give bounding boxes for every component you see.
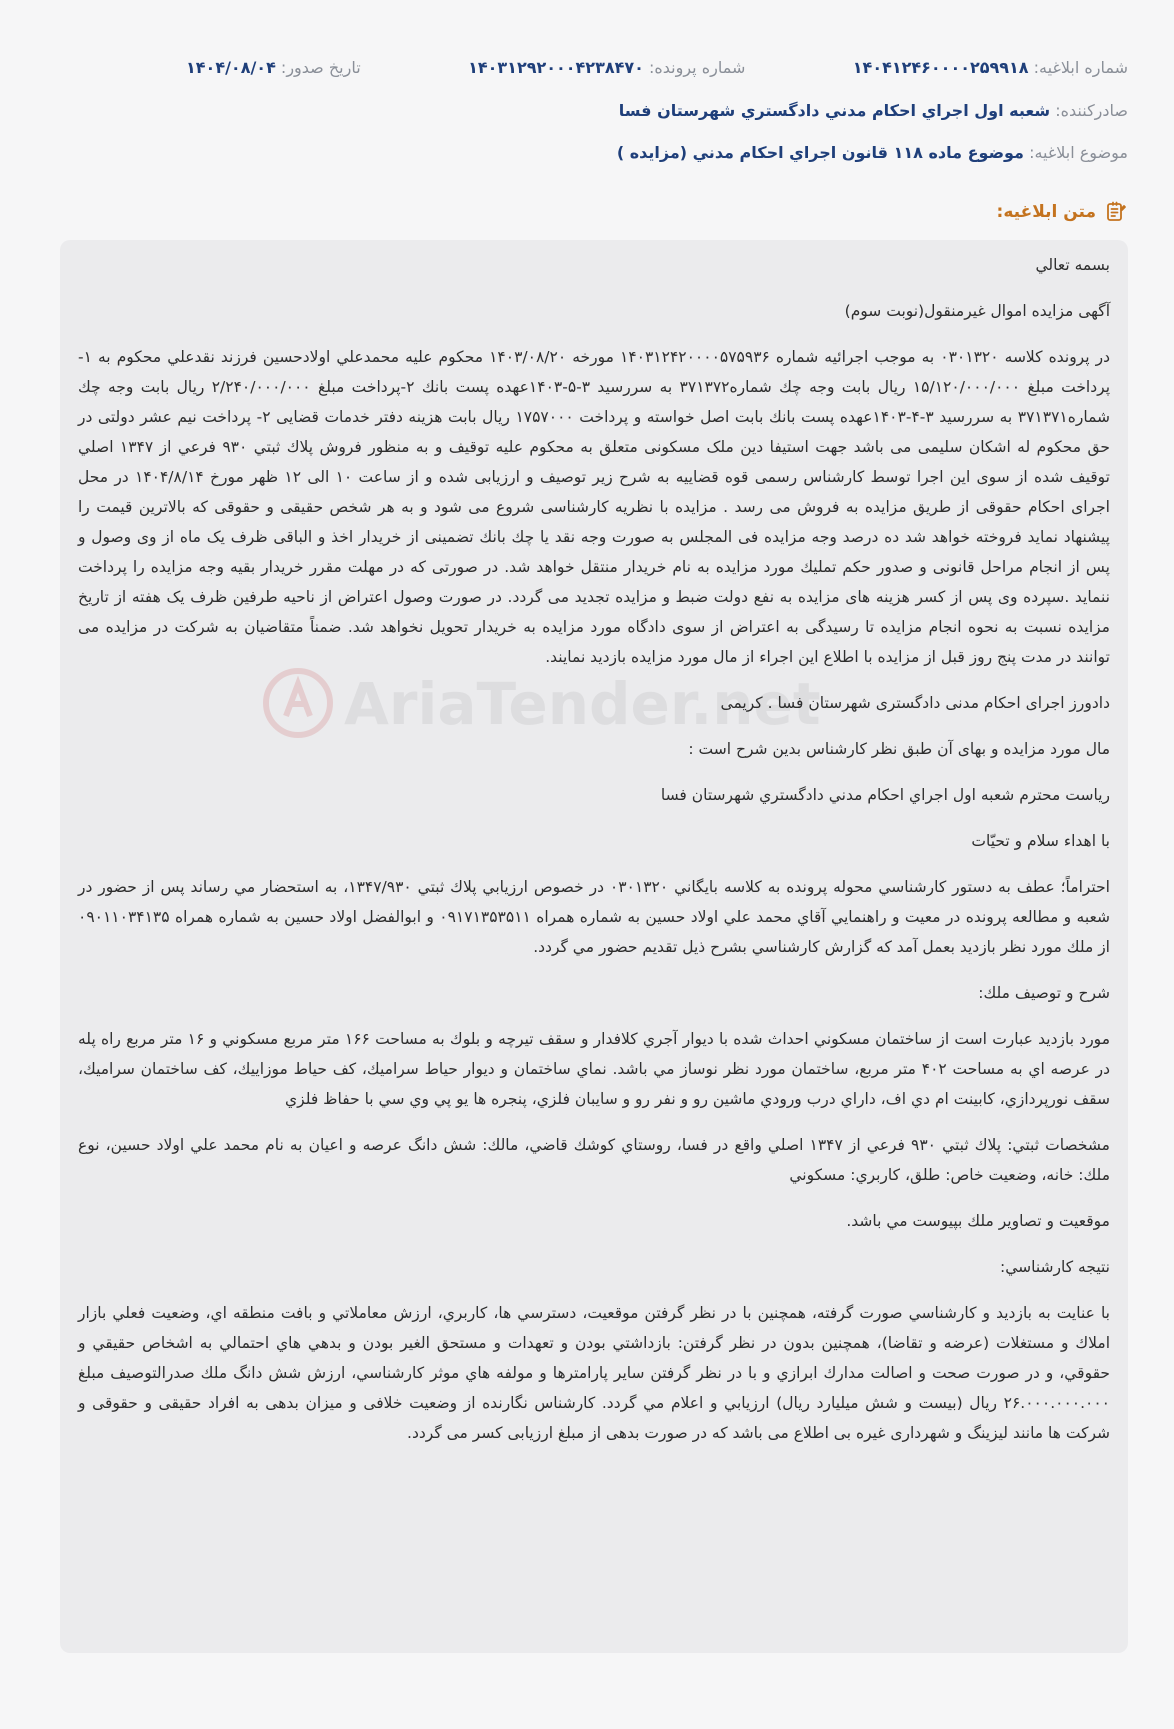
body-p13: نتيجه كارشناسي: [999, 1258, 1110, 1276]
body-p2: آگهی مزایده اموال غیرمنقول(نوبت سوم) [844, 302, 1110, 320]
body-p12: موقعيت و تصاوير ملك بپيوست مي باشد. [846, 1212, 1110, 1230]
issuer-value: شعبه اول اجراي احكام مدني دادگستري شهرستان فسا [618, 101, 1051, 120]
body-p10: مورد بازديد عبارت است از ساختمان مسكوني احداث شده با ديوار آجري كلافدار و سقف تيرچه و بلوك به مساحت ۱۶۶ متر مربع مسكوني و ۱۶ متر مربع راه پله در عرصه اي به مساحت ۴۰۲ متر مربع، ساختمان مورد نظر نوساز مي باشد. نماي ساختمان و ديوار حياط سراميك، كف حياط موزاييك، كف ساختمان سراميك، سقف نورپردازي، كابينت ام دي اف، داراي درب ورودي ماشين رو و نفر رو و سايبان فلزي، پنجره ها يو پي وي سي با حفاظ فلزي [78, 1030, 1110, 1108]
notice-text-header [997, 200, 1128, 224]
issuer-row [46, 99, 1128, 123]
notice-text-panel [60, 240, 1128, 1653]
subject-label: موضوع ابلاغیه: [1029, 143, 1128, 162]
case-number [468, 56, 745, 80]
body-p6: رياست محترم شعبه اول اجراي احكام مدني دادگستري شهرستان فسا [660, 786, 1110, 804]
notice-number-label: شماره ابلاغیه: [1033, 58, 1128, 77]
issue-date-value: ۱۴۰۴/۰۸/۰۴ [186, 58, 276, 77]
body-p7: با اهداء سلام و تحيّات [971, 832, 1110, 850]
notice-text-title: متن ابلاغیه: [996, 202, 1096, 222]
case-number-value: ۱۴۰۳۱۲۹۲۰۰۰۴۲۳۸۴۷۰ [468, 58, 644, 77]
body-p3: در پرونده كلاسه ۰۳۰۱۳۲۰ به موجب اجرائيه شماره ۱۴۰۳۱۲۴۲۰۰۰۰۵۷۵۹۳۶ مورخه ۱۴۰۳/۰۸/۲۰ محكوم عليه محمدعلي اولادحسين فرزند نقدعلي محكوم به ۱-پرداخت مبلغ ۱۵/۱۲۰/۰۰۰/۰۰۰ ريال بابت وجه چك شماره۳۷۱۳۷۲ به سررسيد ۳-۵-۱۴۰۳عهده پست بانك ۲-پرداخت مبلغ ۲/۲۴۰/۰۰۰/۰۰۰ ريال بابت وجه چك شماره۳۷۱۳۷۱ به سررسيد ۳-۴-۱۴۰۳عهده پست بانك بابت اصل خواسته و پرداخت ۱۷۵۷۰۰۰ ريال بابت هزينه دفتر خدمات قضايی ۲- پرداخت نيم عشر دولتی در حق محكوم له اشكان سليمی می باشد جهت استيفا دين ملک مسکونی متعلق به محکوم علیه توقیف و به منظور فروش پلاك ثبتي ۹۳۰ فرعي از ۱۳۴۷ اصلي توقيف شده از سوی اين اجرا توسط كارشناس رسمی قوه قضاييه به شرح زير توصيف و ارزيابی شده و از ساعت ۱۰ الی ۱۲ ظهر مورخ ۱۴۰۴/۸/۱۴ در محل اجرای احكام حقوقی از طريق مزايده به فروش می رسد . مزايده با نظريه كارشناسی شروع می شود و به هر شخص حقيقی و حقوقی كه بالاترين قيمت را پيشنهاد نمايد فروخته خواهد شد ده درصد وجه مزايده فی المجلس به صورت وجه نقد يا چك بانك تضمينی از خريدار اخذ و الباقی ظرف يک ماه از وی وصول و پس از انجام مراحل قانونی و صدور حكم تمليك مورد مزايده به نام خريدار منتقل خواهد شد. در صورتی كه در مهلت مقرر خريدار بقيه وجه مزايده را پرداخت ننمايد .سپرده وی پس از كسر هزينه های مزايده به نفع دولت ضبط و مزايده تجديد می گردد. در صورت وصول اعتراض از ناحيه طرفين ظرف يک هفته از تاريخ مزايده نسبت به نحوه انجام مزايده تا رسيدگی به اعتراض از سوی دادگاه مورد مزايده به خريدار تحويل نخواهد شد. ضمناً متقاضيان به شركت در مزايده می توانند در مدت پنج روز قبل از مزايده با اطلاع اين اجراء از مال مورد مزايده بازديد نمايند. [78, 348, 1111, 666]
subject-row [46, 141, 1128, 165]
body-p9: شرح و توصيف ملك: [978, 984, 1110, 1002]
notice-number [853, 56, 1128, 80]
subject-value: موضوع ماده ۱۱۸ قانون اجراي احكام مدني (مزايده ) [616, 143, 1024, 162]
body-p5: مال مورد مزايده و بهای آن طبق نظر كارشناس بدين شرح است : [688, 740, 1110, 758]
case-number-label: شماره پرونده: [648, 58, 746, 77]
body-p4: دادورز اجرای احكام مدنی دادگستری شهرستان فسا . كريمی [720, 694, 1110, 712]
notice-body [78, 250, 1110, 1464]
issuer-label: صادرکننده: [1055, 101, 1128, 120]
header-row-numbers [46, 56, 1128, 80]
notice-document-icon [1104, 200, 1128, 224]
body-p14: با عنايت به بازديد و كارشناسي صورت گرفته، همچنين با در نظر گرفتن موقعيت، دسترسي ها، كاربري، ارزش معاملاتي و بافت منطقه اي، وضعيت فعلي بازار املاك و مستغلات (عرضه و تقاضا)، همچنين بدون در نظر گرفتن: بازداشتي بودن و تعهدات و مستحق الغير بودن و بدهي هاي احتمالي به اشخاص حقيقي و حقوقي، و در صورت صحت و اصالت مدارك ابرازي و با در نظر گرفتن ساير پارامترها و مولفه هاي موثر كارشناسي، ارزش شش دانگ ملك صدرالتوصيف مبلغ ۲۶.۰۰۰.۰۰۰.۰۰۰ ريال (بيست و شش ميليارد ريال) ارزيابي و اعلام مي گردد. کارشناس نگارنده از وضعيت خلافی و ميزان بدهی به افراد حقيقی و حقوقی و شركت ها مانند ليزينگ و شهرداری غيره بی اطلاع می باشد كه در صورت بدهی از مبلغ ارزيابی كسر می گردد. [78, 1304, 1110, 1442]
body-p1: بسمه تعالي [1035, 256, 1110, 274]
notice-number-value: ۱۴۰۴۱۲۴۶۰۰۰۰۲۵۹۹۱۸ [852, 58, 1029, 77]
issue-date [186, 56, 361, 80]
watermark-text: AriaTender.net [344, 670, 821, 738]
body-p8: احتراماً؛ عطف به دستور كارشناسي محوله پرونده به كلاسه بايگاني ۰۳۰۱۳۲۰ در خصوص ارزيابي پلاك ثبتي ۱۳۴۷/۹۳۰، به استحضار مي رساند پس از حضور در شعبه و مطالعه پرونده در معيت و راهنمايي آقاي محمد علي اولاد حسين به شماره همراه ۰۹۱۷۱۳۵۳۵۱۱ و ابوالفضل اولاد حسين به شماره همراه ۰۹۰۱۱۰۳۴۱۳۵ از ملك مورد نظر بازديد بعمل آمد كه گزارش كارشناسي بشرح ذيل تقديم حضور مي گردد. [78, 878, 1110, 956]
body-p11: مشخصات ثبتي: پلاك ثبتي ۹۳۰ فرعي از ۱۳۴۷ اصلي واقع در فسا، روستاي كوشك قاضي، مالك: شش دانگ عرصه و اعيان به نام محمد علي اولاد حسين، نوع ملك: خانه، وضعيت خاص: طلق، كاربري: مسكوني [78, 1136, 1110, 1184]
issue-date-label: تاریخ صدور: [280, 58, 361, 77]
